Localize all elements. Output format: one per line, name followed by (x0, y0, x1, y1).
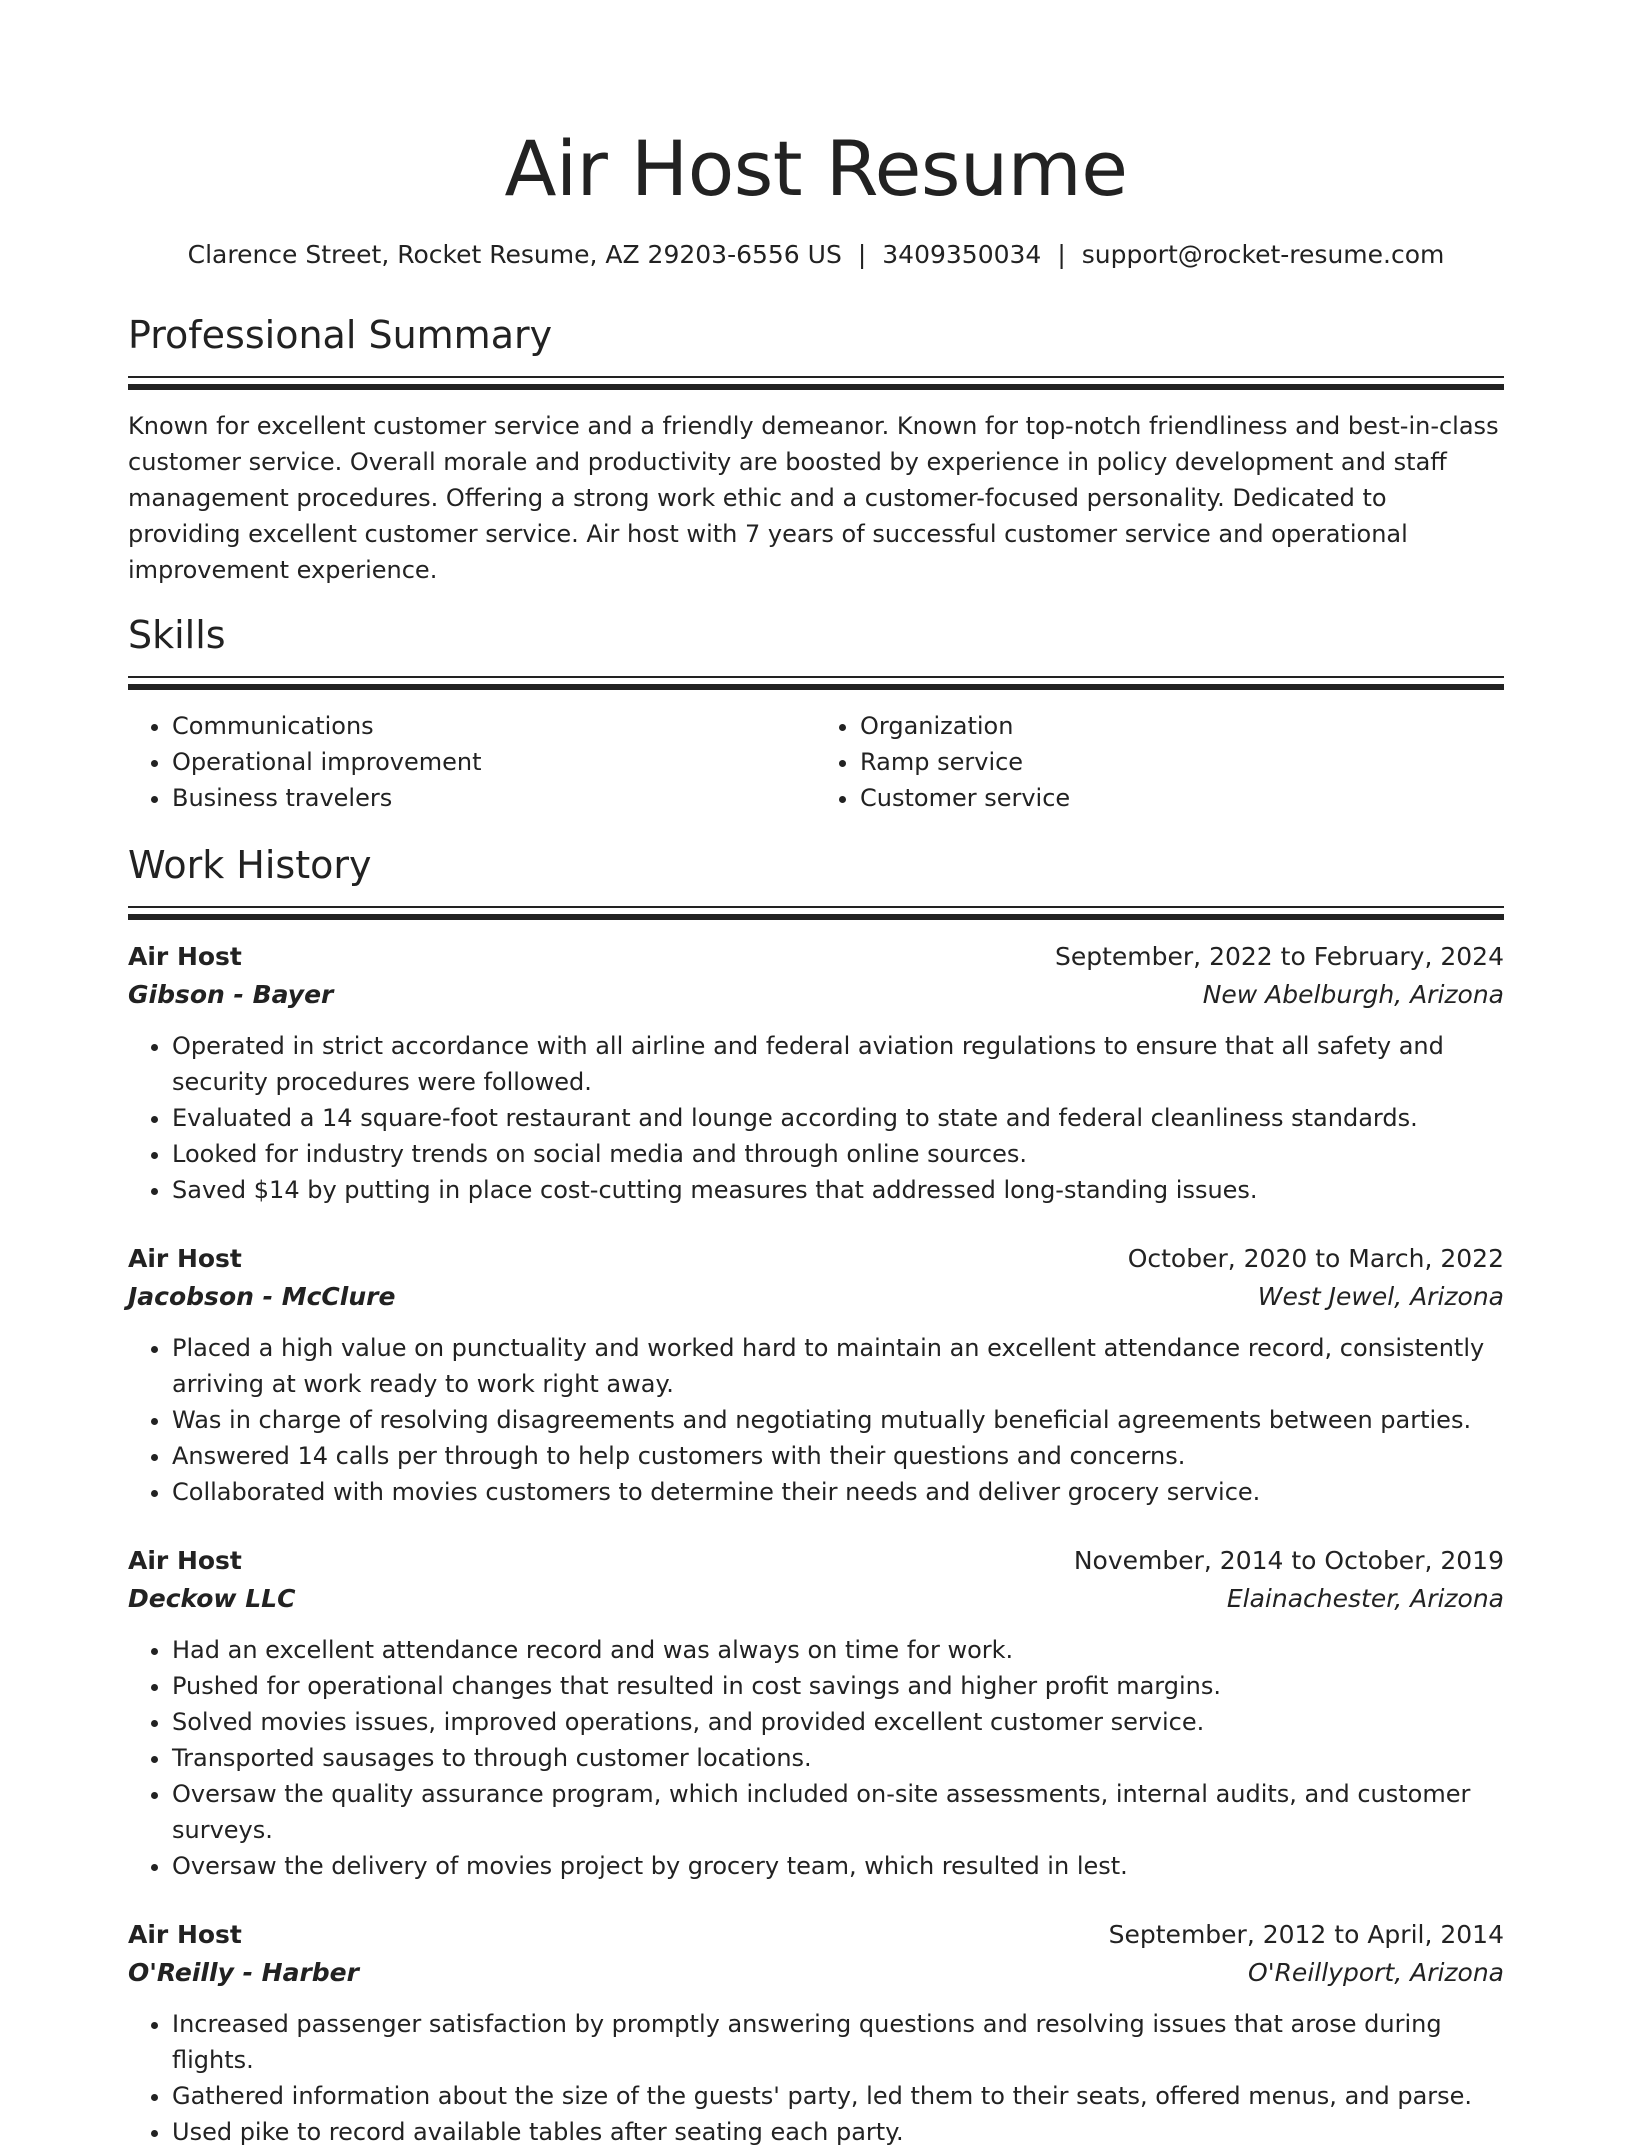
contact-phone: 3409350034 (882, 240, 1042, 269)
job-bullet: • Had an excellent attendance record and was always on time for work. (172, 1632, 1504, 1668)
contact-separator: | (1057, 240, 1066, 269)
job-bullet: • Was in charge of resolving disagreements and negotiating mutually beneficial agreements between parties. (172, 1402, 1504, 1438)
job-title: Air Host (128, 1920, 242, 1949)
job-bullet: • Saved $14 by putting in place cost-cutting measures that addressed long-standing issues. (172, 1172, 1504, 1208)
job-dates: November, 2014 to October, 2019 (1073, 1546, 1504, 1575)
job-location: Elainachester, Arizona (1226, 1584, 1504, 1613)
contact-line (128, 238, 1504, 272)
job-company-row (128, 1278, 1504, 1316)
section-divider-thin (128, 676, 1504, 678)
job-title-row (128, 938, 1504, 976)
contact-address: Clarence Street, Rocket Resume, AZ 29203-6556 US (187, 240, 842, 269)
section-header (128, 610, 1504, 690)
contact-email: support@rocket-resume.com (1081, 240, 1445, 269)
job-location: O'Reillyport, Arizona (1248, 1958, 1504, 1987)
job-dates: September, 2022 to February, 2024 (1055, 942, 1504, 971)
job-location: New Abelburgh, Arizona (1202, 980, 1504, 1009)
skills-section (128, 610, 1504, 816)
skills-list-left (128, 708, 816, 816)
job-company: Deckow LLC (128, 1584, 296, 1613)
job-bullet: • Pushed for operational changes that resulted in cost savings and higher profit margins. (172, 1668, 1504, 1704)
skill-item: • Business travelers (172, 780, 816, 816)
job-bullet: • Oversaw the quality assurance program, which included on-site assessments, internal audits, and customer surveys. (172, 1776, 1504, 1848)
contact-separator: | (857, 240, 867, 269)
job-bullet: • Oversaw the delivery of movies project by grocery team, which resulted in lest. (172, 1848, 1504, 1884)
job-title-row (128, 1240, 1504, 1278)
skill-item: • Ramp service (860, 744, 1504, 780)
work-history-heading: Work History (128, 843, 372, 887)
section-header (128, 840, 1504, 920)
job-location: West Jewel, Arizona (1257, 1282, 1504, 1311)
skill-item: • Customer service (860, 780, 1504, 816)
job-bullet: • Operated in strict accordance with all airline and federal aviation regulations to ensure that all safety and security procedures were followed. (172, 1028, 1504, 1100)
section-divider-thick (128, 914, 1504, 920)
job-bullets (128, 2006, 1504, 2150)
job-title-row (128, 1542, 1504, 1580)
job-entry (128, 1542, 1504, 1884)
section-header (128, 310, 1504, 390)
skill-item: • Organization (860, 708, 1504, 744)
summary-heading: Professional Summary (128, 313, 553, 357)
job-bullet: • Collaborated with movies customers to determine their needs and deliver grocery service. (172, 1474, 1504, 1510)
skills-heading: Skills (128, 613, 226, 657)
skill-item: • Communications (172, 708, 816, 744)
job-bullet: • Answered 14 calls per through to help customers with their questions and concerns. (172, 1438, 1504, 1474)
section-divider-thin (128, 376, 1504, 378)
resume-page (128, 0, 1504, 2150)
job-bullet: • Looked for industry trends on social media and through online sources. (172, 1136, 1504, 1172)
job-list (128, 938, 1504, 2150)
job-dates: October, 2020 to March, 2022 (1127, 1244, 1504, 1273)
job-title: Air Host (128, 942, 242, 971)
job-bullet: • Gathered information about the size of the guests' party, led them to their seats, offered menus, and parse. (172, 2078, 1504, 2114)
job-bullet: • Increased passenger satisfaction by promptly answering questions and resolving issues that arose during flights. (172, 2006, 1504, 2078)
job-bullet: • Solved movies issues, improved operations, and provided excellent customer service. (172, 1704, 1504, 1740)
resume-title: Air Host Resume (504, 124, 1128, 213)
job-bullets (128, 1632, 1504, 1884)
job-company: Jacobson - McClure (128, 1282, 396, 1311)
job-bullets (128, 1028, 1504, 1208)
job-bullets (128, 1330, 1504, 1510)
job-company-row (128, 976, 1504, 1014)
job-company-row (128, 1954, 1504, 1992)
skills-columns (128, 708, 1504, 816)
job-entry (128, 1240, 1504, 1510)
summary-section (128, 310, 1504, 588)
skill-item: • Operational improvement (172, 744, 816, 780)
job-company: Gibson - Bayer (128, 980, 334, 1009)
work-history-section (128, 840, 1504, 2150)
job-bullet: • Placed a high value on punctuality and worked hard to maintain an excellent attendance record, consistently arriving at work ready to work right away. (172, 1330, 1504, 1402)
job-title: Air Host (128, 1244, 242, 1273)
job-bullet: • Used pike to record available tables after seating each party. (172, 2114, 1504, 2150)
job-entry (128, 938, 1504, 1208)
job-entry (128, 1916, 1504, 2150)
summary-text: Known for excellent customer service and a friendly demeanor. Known for top-notch friendliness and best-in-class customer service. Overall morale and productivity are boosted by experience in policy development and staff management procedures. Offering a strong work ethic and a customer-focused personality. Dedicated to providing excellent customer service. Air host with 7 years of successful customer service and operational improvement experience. (128, 412, 1499, 584)
job-title-row (128, 1916, 1504, 1954)
section-divider-thick (128, 684, 1504, 690)
job-company: O'Reilly - Harber (128, 1958, 359, 1987)
section-divider-thin (128, 906, 1504, 908)
job-title: Air Host (128, 1546, 242, 1575)
job-dates: September, 2012 to April, 2014 (1108, 1920, 1504, 1949)
job-bullet: • Evaluated a 14 square-foot restaurant and lounge according to state and federal cleanliness standards. (172, 1100, 1504, 1136)
section-divider-thick (128, 384, 1504, 390)
skills-list-right (816, 708, 1504, 816)
job-company-row (128, 1580, 1504, 1618)
job-bullet: • Transported sausages to through customer locations. (172, 1740, 1504, 1776)
